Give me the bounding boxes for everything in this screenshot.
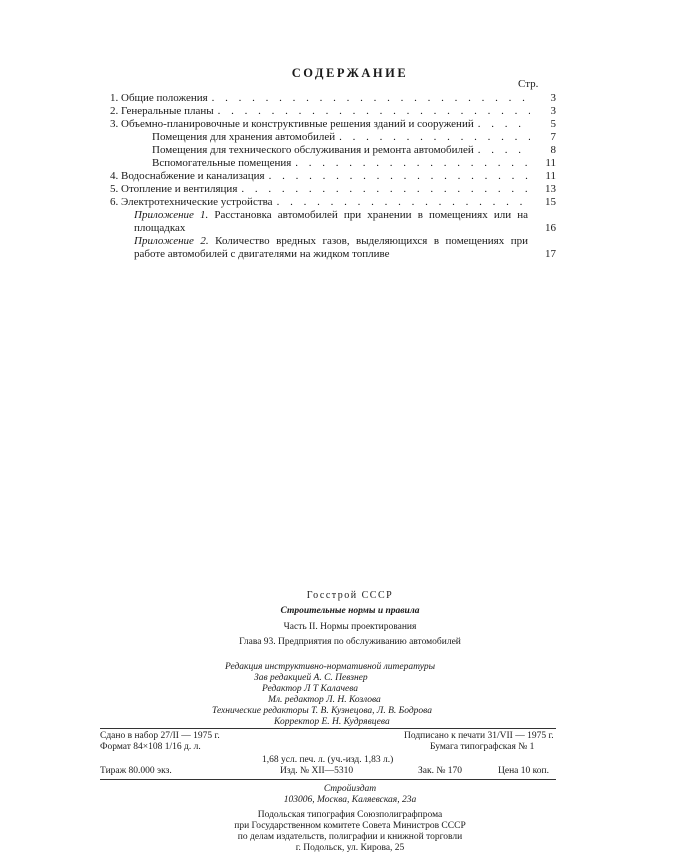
imprint-paper: Бумага типографская № 1 [430,742,535,752]
imprint-edition-no: Изд. № XII—5310 [280,766,354,776]
imprint-print-run: Тираж 80.000 экз. [100,766,172,776]
toc-title: СОДЕРЖАНИЕ [291,66,409,80]
imprint-tech-editors: Технические редакторы Т. В. Кузнецова, Л. В. Бодрова [212,706,432,716]
imprint-series: Строительные нормы и правила [280,606,420,616]
imprint-price: Цена 10 коп. [498,766,549,776]
divider-bottom [100,779,556,780]
imprint-order: Зак. № 170 [418,766,463,776]
toc-subentry[interactable]: Вспомогательные помещения . . . 11 [110,157,556,170]
toc-appendix-2[interactable] [110,235,556,261]
imprint-printer-1: Подольская типография Союзполиграфпрома [257,810,443,820]
toc-entry[interactable]: 2. Генеральные планы . . . 3 [110,105,556,118]
toc-entry[interactable]: 3. Объемно-планировочные и конструктивные решения зданий и сооружений . . . 5 [110,118,556,131]
toc-entry[interactable]: 1. Общие положения . . . 3 [110,92,556,105]
toc-entry[interactable]: 6. Электротехнические устройства . . . 15 [110,196,556,209]
imprint-chapter: Глава 93. Предприятия по обслуживанию автомобилей [239,637,461,647]
imprint-head-editor: Зав редакцией А. С. Певзнер [254,673,368,683]
appendix-2-text: Количество вредных газов, выделяющихся в помещениях при работе автомобилей с двигателями на жидком топливе [134,235,528,260]
imprint-sent-to-set: Сдано в набор 27/II — 1975 г. [100,731,220,741]
toc-subentry[interactable]: Помещения для хранения автомобилей . . . 7 [110,131,556,144]
imprint-sheets: 1,68 усл. печ. л. (уч.-изд. 1,83 л.) [262,755,394,765]
imprint-printer-4: г. Подольск, ул. Кирова, 25 [295,843,405,853]
appendix-2-page: 17 [545,248,556,260]
appendix-2-prefix: Приложение 2. [134,235,209,247]
imprint-junior-editor: Мл. редактор Л. Н. Козлова [268,695,381,705]
toc-subentry[interactable]: Помещения для технического обслуживания и ремонта автомобилей . . . 8 [110,144,556,157]
imprint-corrector: Корректор Е. Н. Кудрявцева [274,717,390,727]
imprint-printer-3: по делам издательств, полиграфии и книжной торговли [237,832,463,842]
imprint-printer-2: при Государственном комитете Совета Министров СССР [234,821,466,831]
appendix-1-page: 16 [545,222,556,234]
imprint-format: Формат 84×108 1/16 д. л. [100,742,201,752]
table-of-contents [110,92,556,261]
appendix-1-prefix: Приложение 1. [134,209,209,221]
divider-top [100,728,556,729]
imprint-org: Госстрой СССР [306,590,394,601]
imprint-address: 103006, Москва, Каляевская, 23а [283,795,417,805]
toc-entry[interactable]: 4. Водоснабжение и канализация . . . 11 [110,170,556,183]
appendix-1-text: Расстановка автомобилей при хранении в помещениях или на площадках [134,209,528,234]
imprint-signed-print: Подписано к печати 31/VII — 1975 г. [404,731,554,741]
toc-entry[interactable]: 5. Отопление и вентиляция . . . 13 [110,183,556,196]
imprint-editorial: Редакция инструктивно-нормативной литературы [225,662,436,672]
page-column-label: Стр. [518,78,539,90]
toc-appendix-1[interactable] [110,209,556,235]
imprint-editor: Редактор Л Т Калачева [262,684,359,694]
imprint-part: Часть II. Нормы проектирования [283,622,417,632]
imprint-publisher: Стройиздат [323,784,377,794]
